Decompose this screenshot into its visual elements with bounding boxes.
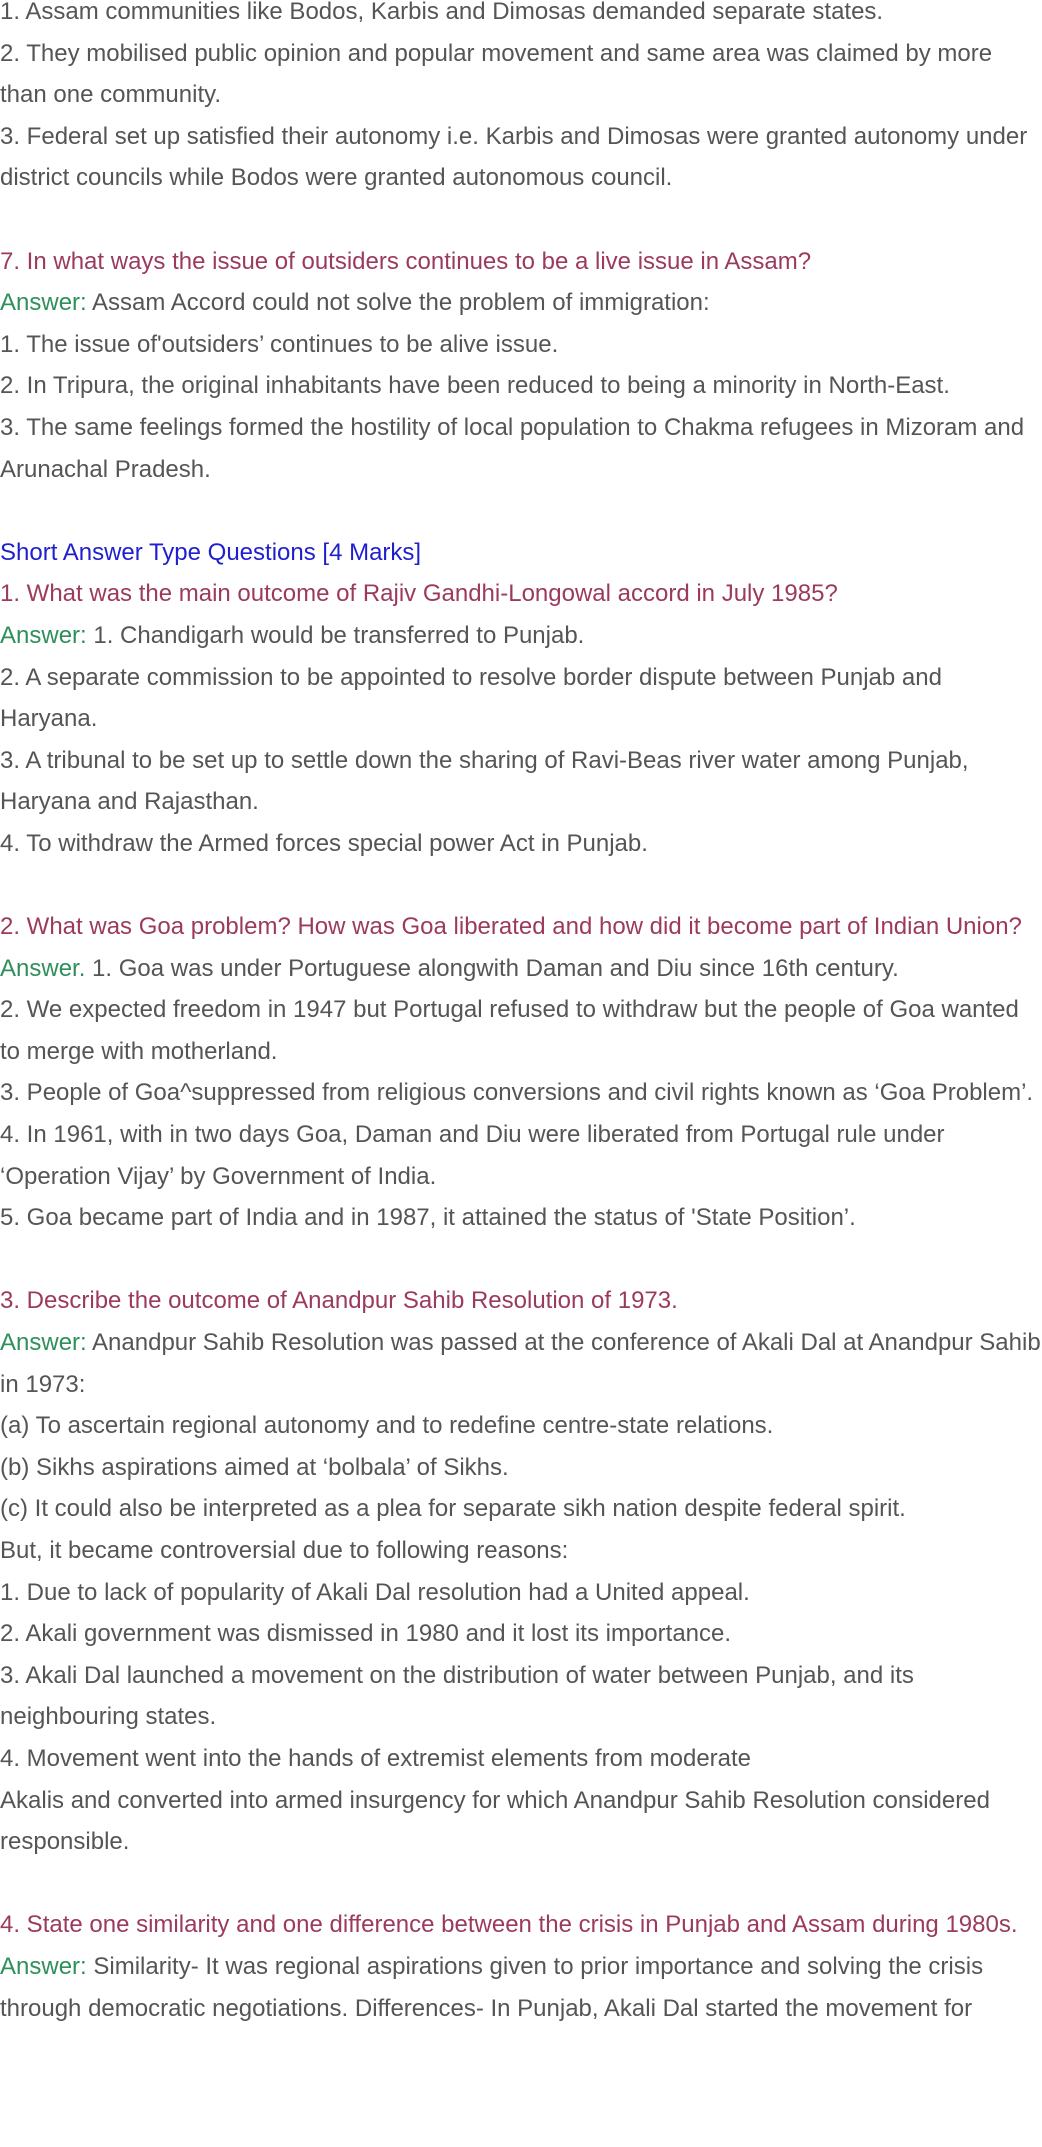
question-heading: 3. Describe the outcome of Anandpur Sahib Resolution of 1973. [0,1287,678,1315]
point-line: (b) Sikhs aspirations aimed at ‘bolbala’ of Sikhs. [0,1453,509,1481]
point-line: 3. A tribunal to be set up to settle down the sharing of Ravi-Beas river water among Punjab, Haryana and Rajasthan. [0,746,969,816]
answer-label: Answer. [0,954,86,982]
point-line: 5. Goa became part of India and in 1987, it attained the status of 'State Position’. [0,1204,856,1232]
point-line: 3. Akali Dal launched a movement on the distribution of water between Punjab, and its neighbouring states. [0,1661,914,1731]
point-line: 3. People of Goa^suppressed from religious conversions and civil rights known as ‘Goa Problem’. [0,1079,1034,1107]
answer-text: 1. Chandigarh would be transferred to Punjab. [86,621,585,649]
answer-line [0,948,1042,990]
point-line: 3. The same feelings formed the hostility of local population to Chakma refugees in Mizoram and Arunachal Pradesh. [0,413,1025,483]
point-line: 2. Akali government was dismissed in 1980 and it lost its importance. [0,1620,732,1648]
answer-line [0,282,1042,324]
point-line: (a) To ascertain regional autonomy and to redefine centre-state relations. [0,1412,774,1440]
point-line: 1. Assam communities like Bodos, Karbis and Dimosas demanded separate states. [0,0,884,25]
answer-line [0,1946,1042,2029]
answer-label: Answer: [0,1952,87,1980]
point-line: But, it became controversial due to following reasons: [0,1536,569,1564]
point-line: 4. In 1961, with in two days Goa, Daman and Diu were liberated from Portugal rule under ‘Operation Vijay’ by Government of India. [0,1121,945,1190]
section-title: Short Answer Type Questions [4 Marks] [0,538,422,566]
point-line: 1. Due to lack of popularity of Akali Dal resolution had a United appeal. [0,1578,750,1606]
answer-text: Similarity- It was regional aspirations given to prior importance and solving the crisis through democratic negotiations. Differences- In Punjab, Akali Dal started the movement for [0,1952,984,2022]
answer-label: Answer: [0,621,87,649]
point-line: 1. The issue of'outsiders’ continues to be alive issue. [0,330,559,358]
answer-text: Assam Accord could not solve the problem of immigration: [86,289,710,317]
answer-line [0,615,1042,657]
point-line: 2. They mobilised public opinion and popular movement and same area was claimed by more than one community. [0,39,993,109]
answer-label: Answer: [0,289,87,317]
question-heading: 4. State one similarity and one difference between the crisis in Punjab and Assam during 1980s. [0,1911,1018,1939]
question-heading: 7. In what ways the issue of outsiders continues to be a live issue in Assam? [0,247,812,275]
point-line: Akalis and converted into armed insurgency for which Anandpur Sahib Resolution considered responsible. [0,1786,990,1856]
question-block-s4 [0,1904,1042,2029]
point-line: 2. We expected freedom in 1947 but Portugal refused to withdraw but the people of Goa wanted to merge with motherland. [0,996,1019,1065]
point-line: 2. In Tripura, the original inhabitants have been reduced to being a minority in North-East. [0,372,950,400]
answer-text: 1. Goa was under Portuguese alongwith Daman and Diu since 16th century. [85,954,899,982]
answer-line [0,1322,1042,1405]
question-block-s1 [0,573,1042,864]
point-line: 2. A separate commission to be appointed to resolve border dispute between Punjab and Haryana. [0,663,942,733]
point-line: 4. Movement went into the hands of extremist elements from moderate [0,1744,752,1772]
question-block-s3 [0,1280,1042,1862]
answer-text: Anandpur Sahib Resolution was passed at the conference of Akali Dal at Anandpur Sahib in 1973: [0,1329,1041,1398]
point-line: 3. Federal set up satisfied their autonomy i.e. Karbis and Dimosas were granted autonomy under district councils while Bodos were granted autonomous council. [0,122,1028,192]
question-block-7 [0,241,1042,491]
question-heading: 2. What was Goa problem? How was Goa liberated and how did it become part of Indian Union? [0,913,1022,941]
answer-label: Answer: [0,1329,87,1356]
question-heading: 1. What was the main outcome of Rajiv Gandhi-Longowal accord in July 1985? [0,580,838,608]
assam-communities-answer [0,0,1042,199]
question-block-s2 [0,906,1042,1239]
point-line: 4. To withdraw the Armed forces special power Act in Punjab. [0,829,648,857]
point-line: (c) It could also be interpreted as a plea for separate sikh nation despite federal spirit. [0,1495,906,1523]
